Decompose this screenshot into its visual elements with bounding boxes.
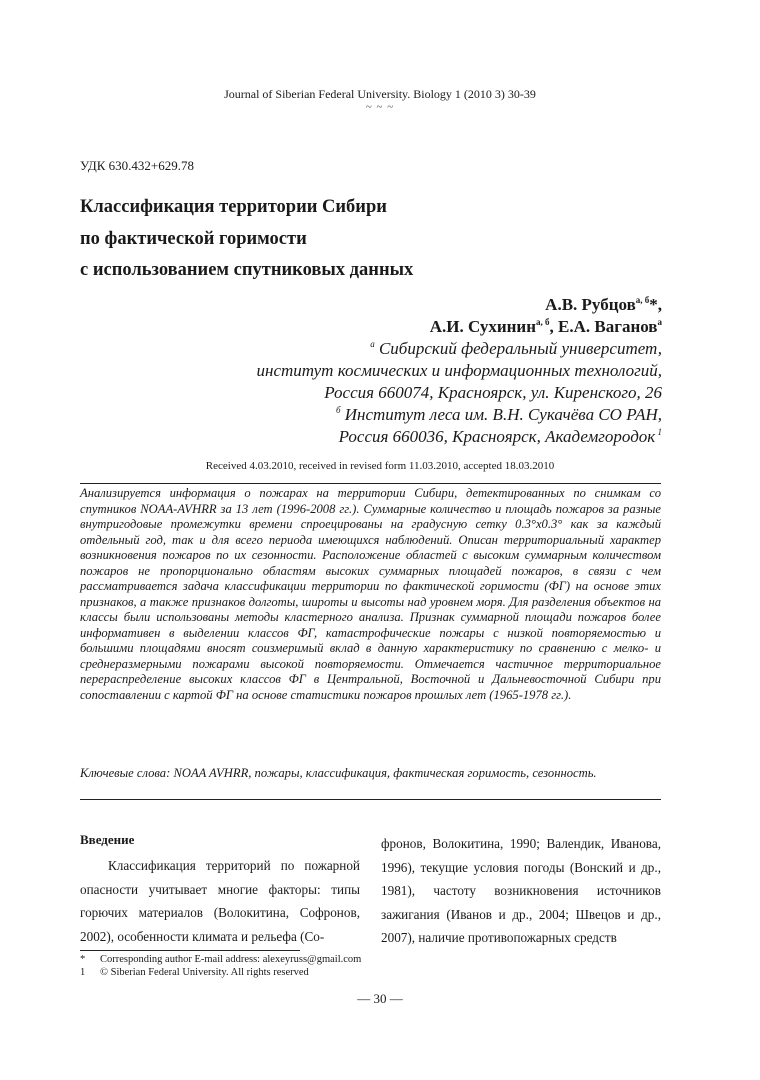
keywords: Ключевые слова: NOAA AVHRR, пожары, классификация, фактическая горимость, сезонность.: [80, 766, 597, 780]
affiliation-a-line2: институт космических и информационных технологий,: [256, 361, 662, 380]
author-line-2: [257, 316, 662, 338]
divider: [80, 483, 661, 484]
author-sup: а: [657, 317, 662, 327]
udk-code: УДК 630.432+629.78: [80, 158, 195, 173]
footnote-mark: *: [80, 954, 86, 965]
title-line: Классификация территории Сибири: [80, 197, 387, 217]
author-name: А.И. Сухинин: [429, 317, 537, 336]
journal-header: Journal of Siberian Federal University. Biology 1 (2010 3) 30-39: [224, 87, 536, 101]
body-column-1: Классификация территорий по пожарной опасности учитывает многие факторы: типы горючих материалов (Волокитина, Софронов, 2002), особенности климата и рельефа (Со-: [80, 858, 360, 944]
received-dates: Received 4.03.2010, received in revised form 11.03.2010, accepted 18.03.2010: [205, 460, 555, 472]
title-line: с использованием спутниковых данных: [80, 260, 414, 280]
title-line: по фактической горимости: [80, 228, 307, 249]
author-sep: ,: [549, 317, 559, 336]
footnote-mark: 1: [80, 967, 86, 978]
affiliation-text: Институт леса им. В.Н. Сукачёва СО РАН,: [340, 405, 662, 424]
affiliation-b-line2: [257, 426, 662, 448]
author-line-1: [257, 294, 662, 316]
footnote-text: © Siberian Federal University. All rights reserved: [100, 967, 309, 978]
affiliation-text: Россия 660036, Красноярск, Академгородок: [338, 427, 656, 446]
author-sup: а, б: [536, 317, 550, 327]
header-separator: ~ ~ ~: [365, 101, 395, 113]
footnote: [80, 954, 361, 965]
affiliation-a-line3: Россия 660074, Красноярск, ул. Киренского, 26: [324, 383, 662, 402]
article-title: [80, 192, 640, 287]
authors-block: [257, 294, 662, 448]
affiliation-mark: 1: [655, 427, 662, 437]
affiliation-mark: а: [370, 339, 375, 349]
author-suffix: *,: [649, 295, 662, 314]
divider: [80, 799, 661, 800]
affiliation-b-line1: [257, 404, 662, 426]
body-column-2: фронов, Волокитина, 1990; Валендик, Иванова, 1996), текущие условия погоды (Вонский и др., 1981), частоту возникновения источников зажигания (Иванов и др., 2004; Швецов и др., 2007), наличие противопожарных средств: [381, 836, 661, 946]
page-number: — 30 —: [357, 991, 403, 1006]
affiliation-mark: б: [335, 405, 341, 415]
affiliation-text: Сибирский федеральный университет,: [374, 339, 662, 358]
section-heading: Введение: [80, 832, 135, 847]
affiliation-a-line1: [257, 338, 662, 360]
abstract: Анализируется информация о пожарах на территории Сибири, детектированных по снимкам со спутников NOAA-AVHRR за 13 лет (1996-2008 гг.). Суммарные количество и площадь пожаров за разные внутригодовые промежутки времени спроецированы на градусную сетку 0.3°x0.3° как за каждый отдельный год, так и для всего периода имеющихся наблюдений. Описан территориальный характер возникновения пожаров по их сезонности. Расположение областей с высоким суммарным количеством пожаров не пропорционально областям высоких суммарных площадей пожаров, в связи с чем рассматривается задача классификации территории по фактической горимости (ФГ) на основе этих признаков, а также признаков долготы, широты и высоты над уровнем моря. Для разделения объектов на классы были использованы методы кластерного анализа. Признак суммарной площади пожаров более информативен в выделении классов ФГ, катастрофические пожары с низкой повторяемостью и большими площадями вносят соизмеримый вклад в данную характеристику по сравнению с мелко- и среднеразмерными пожарами высокой повторяемости. Отмечается частичное территориальное перераспределение высоких классов ФГ в Центральной, Восточной и Дальневосточной Сибири при сопоставлении с картой ФГ на основе статистики пожаров прошлых лет (1965-1978 гг.).: [80, 486, 661, 702]
footnote: [80, 967, 309, 978]
author-name: Е.А. Ваганов: [558, 317, 658, 336]
author-name: А.В. Рубцов: [545, 295, 636, 314]
footnote-text: Corresponding author E-mail address: alexeyruss@gmail.com: [100, 954, 362, 965]
footnote-divider: [80, 950, 300, 951]
author-sup: а, б: [635, 295, 650, 305]
